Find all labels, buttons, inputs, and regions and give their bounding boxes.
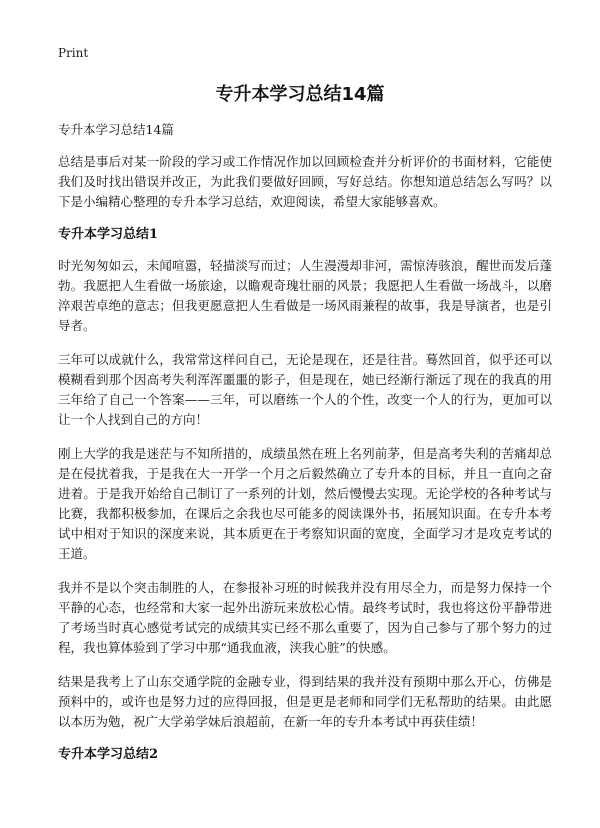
print-link[interactable]: Print	[58, 46, 89, 60]
section-1-paragraph-5: 结果是我考上了山东交通学院的金融专业，得到结果的我并没有预期中那么开心，仿佛是预料中的，或许也是努力过的应得回报，但是更是老师和同学们无私帮助的结果。由此愿以本历为勉，祝广大学弟学妹后浪超前，在新一年的专升本考试中再获佳绩！	[58, 674, 552, 729]
page-subtitle: 专升本学习总结14篇	[58, 122, 174, 137]
section-1-paragraph-4: 我并不是以个突击制胜的人，在参报补习班的时候我并没有用尽全力，而是努力保持一个平静的心态，也经常和大家一起外出游玩来放松心情。最终考试时，我也将这份平静带进了考场当时真心感觉考试完的成绩其实已经不那么重要了，因为自己参与了那个努力的过程，我也算体验到了学习中那“通我血液，浃我心脏”的快感。	[58, 580, 552, 655]
section-1-paragraph-2: 三年可以成就什么，我常常这样问自己，无论是现在，还是往昔。蓦然回首，似乎还可以模糊看到那个因高考失利浑浑噩噩的影子，但是现在，她已经渐行渐远了现在的我真的用三年给了自己一个答案——三年，可以磨练一个人的个性，改变一个人的行为，更加可以让一个人找到自己的方向！	[58, 352, 552, 427]
article-body	[58, 152, 552, 776]
section-heading-1: 专升本学习总结1	[58, 227, 159, 242]
section-1-paragraph-3: 刚上大学的我是迷茫与不知所措的，成绩虽然在班上名列前茅，但是高考失利的苦痛却总是在侵扰着我，于是我在大一开学一个月之后毅然确立了专升本的目标，并且一直向之奋进着。于是我开始给自己制订了一系列的计划，然后慢慢去实现。无论学校的各种考试与比赛，我都积极参加，在课后之余我也尽可能多的阅读课外书，拓展知识面。在专升本考试中相对于知识的深度来说，其本质更在于考察知识面的宽度，全面学习才是攻克考试的王道。	[58, 446, 552, 561]
section-heading-2: 专升本学习总结2	[58, 747, 159, 762]
section-1-paragraph-1: 时光匆匆如云，未闻喧嚣，轻描淡写而过；人生漫漫却非河，需惊涛骇浪，醒世而发后蓬勃。我愿把人生看做一场旅途，以瞻观奇瑰壮丽的风景；我愿把人生看做一场战斗，以磨淬艰苦卓绝的意志；但我更愿意把人生看做是一场风雨兼程的故事，我是导演者，也是引导者。	[58, 258, 552, 333]
intro-paragraph: 总结是事后对某一阶段的学习或工作情况作加以回顾检查并分析评价的书面材料，它能使我们及时找出错误并改正，为此我们要做好回顾，写好总结。你想知道总结怎么写吗？以下是小编精心整理的专升本学习总结，欢迎阅读，希望大家能够喜欢。	[58, 154, 552, 209]
page-title: 专升本学习总结14篇	[215, 84, 385, 105]
